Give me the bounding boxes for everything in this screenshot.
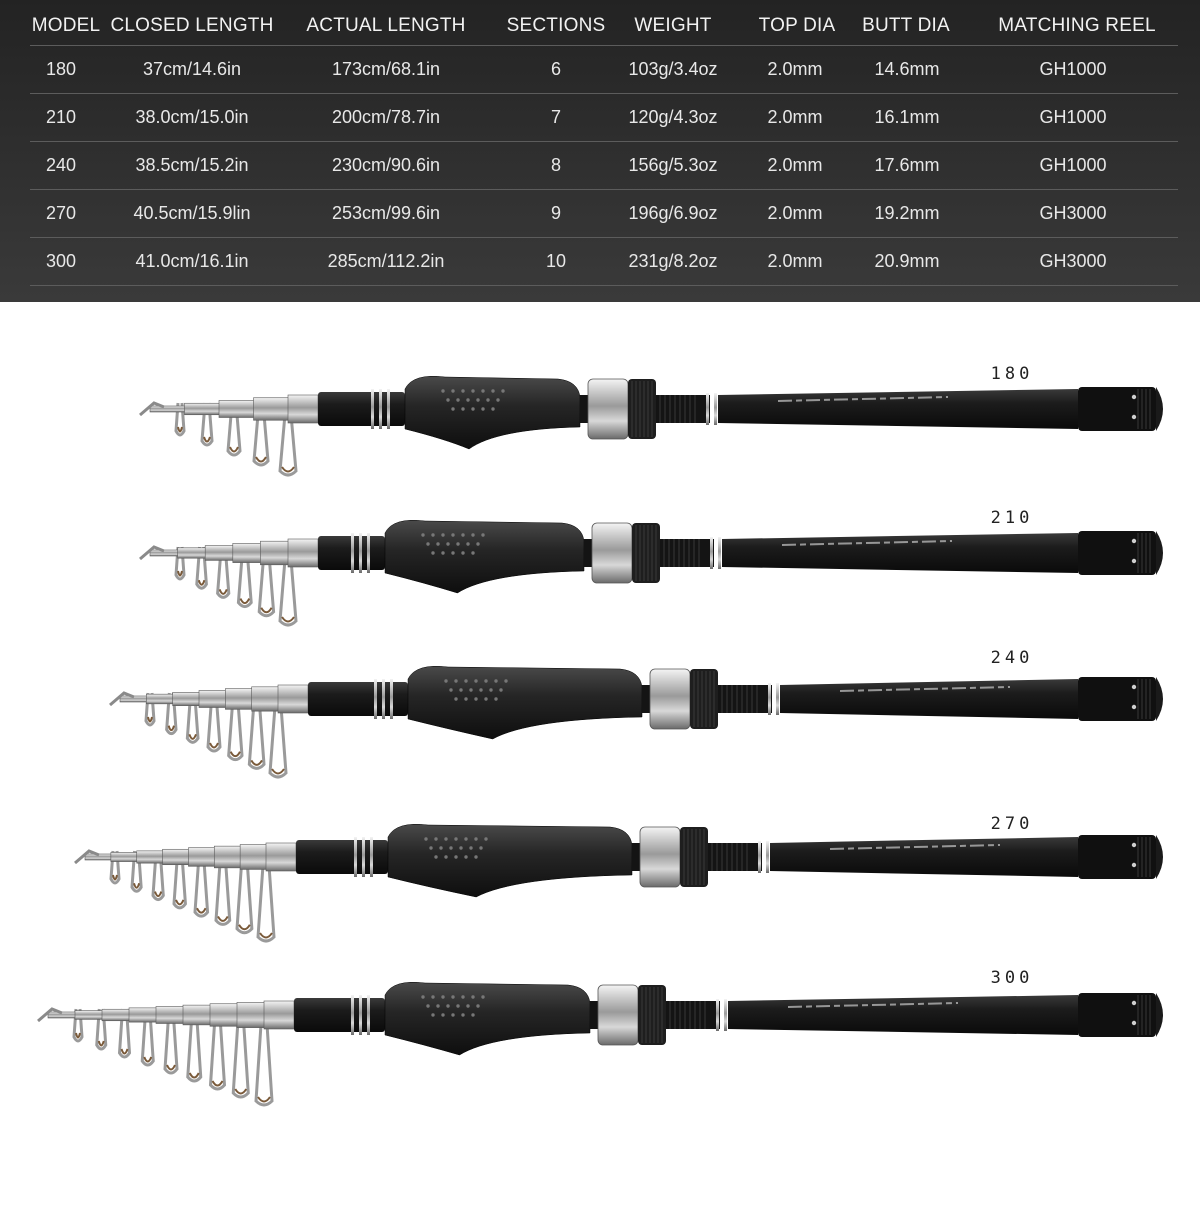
grip-dot <box>474 679 477 682</box>
butt-grip <box>1078 993 1156 1037</box>
reel-seat-hood <box>592 523 632 583</box>
cell-model: 180 <box>45 59 77 79</box>
cell-top-dia: 2.0mm <box>767 59 823 79</box>
grip-dot <box>449 846 452 849</box>
cell-butt-dia: 19.2mm <box>874 203 940 223</box>
column-header-closed-length: CLOSED LENGTH <box>110 15 274 36</box>
grip-dot <box>454 697 457 700</box>
rear-blank <box>718 389 1078 429</box>
cell-top-dia: 2.0mm <box>767 155 823 175</box>
butt-grip <box>1078 677 1156 721</box>
grip-dot <box>451 533 454 536</box>
column-header-top-dia: TOP DIA <box>758 15 836 36</box>
guide-ring <box>134 883 139 888</box>
cell-sections: 7 <box>550 107 562 127</box>
grip-dot <box>454 679 457 682</box>
grip-dot <box>471 1013 474 1016</box>
trim-ring <box>382 679 385 719</box>
grip-dot <box>444 855 447 858</box>
guide-ring <box>167 1065 175 1070</box>
grip-dot <box>471 533 474 536</box>
cell-model: 210 <box>45 107 77 127</box>
grip <box>385 520 584 593</box>
grip-dot <box>434 837 437 840</box>
grip-dot <box>481 389 484 392</box>
grip-dot <box>481 407 484 410</box>
grip-dot <box>464 855 467 858</box>
grip-dot <box>496 398 499 401</box>
cell-top-dia: 2.0mm <box>767 251 823 271</box>
trim-ring <box>716 999 719 1031</box>
grip-dot <box>504 679 507 682</box>
grip-dot <box>466 1004 469 1007</box>
butt-screw <box>1132 415 1136 419</box>
trim-ring <box>354 837 357 877</box>
cell-closed-length: 41.0cm/16.1in <box>135 251 249 271</box>
guide-ring <box>258 1097 270 1102</box>
rod-240 <box>110 666 1163 777</box>
cell-matching-reel: GH3000 <box>1039 251 1107 271</box>
row-divider <box>30 45 1178 46</box>
grip-dot <box>501 389 504 392</box>
grip-dot <box>464 679 467 682</box>
grip-dot <box>489 688 492 691</box>
butt-screw <box>1132 843 1136 847</box>
trim-ring <box>706 393 709 425</box>
trim-ring <box>714 393 717 425</box>
grip-dot <box>476 1004 479 1007</box>
guide-ring <box>148 717 152 722</box>
grip-dot <box>494 697 497 700</box>
grip-dot <box>431 533 434 536</box>
grip-dot <box>444 679 447 682</box>
cell-model: 270 <box>45 203 77 223</box>
rear-blank <box>780 679 1078 719</box>
butt-cap <box>1156 835 1163 879</box>
trim-ring <box>367 533 370 573</box>
rod-model-label: 270 <box>990 814 1034 834</box>
grip-dot <box>441 551 444 554</box>
guide-ring <box>251 760 262 765</box>
cell-matching-reel: GH3000 <box>1039 203 1107 223</box>
trim-ring <box>758 841 761 873</box>
cell-closed-length: 40.5cm/15.9lin <box>133 203 251 223</box>
cell-weight: 196g/6.9oz <box>628 203 718 223</box>
guide-ring <box>260 933 272 938</box>
grip-dot <box>431 995 434 998</box>
grip-dot <box>429 846 432 849</box>
grip-dot <box>451 1013 454 1016</box>
cell-weight: 103g/3.4oz <box>628 59 718 79</box>
cell-sections: 10 <box>545 251 567 271</box>
rod-section <box>264 1001 294 1029</box>
grip-dot <box>461 389 464 392</box>
cell-actual-length: 285cm/112.2in <box>327 251 445 271</box>
rod-section <box>266 843 296 871</box>
guide-ring <box>197 908 206 913</box>
cell-actual-length: 253cm/99.6in <box>331 203 441 223</box>
grip <box>388 824 632 897</box>
butt-screw <box>1132 685 1136 689</box>
trim-ring <box>724 999 727 1031</box>
grip-dot <box>461 407 464 410</box>
row-divider <box>30 141 1178 142</box>
guide-ring <box>178 427 182 432</box>
grip-dot <box>436 542 439 545</box>
grip-dot <box>459 846 462 849</box>
guide-ring <box>272 769 284 774</box>
grip-dot <box>484 697 487 700</box>
row-divider <box>30 285 1178 286</box>
fore-blank <box>296 840 388 874</box>
grip-dot <box>446 398 449 401</box>
grip-dot <box>441 995 444 998</box>
grip-dot <box>456 1004 459 1007</box>
column-header-actual-length: ACTUAL LENGTH <box>306 15 466 36</box>
cell-actual-length: 230cm/90.6in <box>331 155 441 175</box>
grip-dot <box>461 533 464 536</box>
trim-ring <box>359 533 362 573</box>
grip-dot <box>439 846 442 849</box>
cell-butt-dia: 14.6mm <box>874 59 940 79</box>
butt-grip <box>1078 835 1156 879</box>
guide-ring <box>99 1041 104 1046</box>
row-divider <box>30 93 1178 94</box>
guide-ring <box>218 916 228 921</box>
grip-dot <box>479 846 482 849</box>
guide-ring <box>230 447 238 452</box>
guide-ring <box>210 743 218 748</box>
reel-seat-hood <box>588 379 628 439</box>
butt-cap <box>1156 993 1163 1037</box>
cell-weight: 231g/8.2oz <box>628 251 718 271</box>
cell-sections: 8 <box>550 155 562 175</box>
grip-dot <box>461 551 464 554</box>
rod-section <box>288 539 318 567</box>
rod-300 <box>38 982 1163 1105</box>
grip-dot <box>459 688 462 691</box>
cell-weight: 120g/4.3oz <box>628 107 718 127</box>
reel-seat-hood <box>650 669 690 729</box>
guide-ring <box>204 437 210 442</box>
grip-dot <box>471 389 474 392</box>
grip-dot <box>454 855 457 858</box>
guide-ring <box>176 900 183 905</box>
trim-ring <box>362 837 365 877</box>
butt-cap <box>1156 387 1163 431</box>
grip-dot <box>461 1013 464 1016</box>
cell-top-dia: 2.0mm <box>767 107 823 127</box>
trim-ring <box>718 537 721 569</box>
butt-screw <box>1132 1001 1136 1005</box>
guide-ring <box>213 1081 223 1086</box>
butt-cap <box>1156 677 1163 721</box>
guide-ring <box>240 599 249 604</box>
cell-matching-reel: GH1000 <box>1039 59 1107 79</box>
butt-cap <box>1156 531 1163 575</box>
cell-model: 240 <box>45 155 77 175</box>
rod-270 <box>75 824 1163 941</box>
grip-dot <box>454 837 457 840</box>
grip-dot <box>436 1004 439 1007</box>
guide-ring <box>169 726 174 731</box>
grip-dot <box>441 389 444 392</box>
column-header-matching-reel: MATCHING REEL <box>998 15 1156 36</box>
trim-ring <box>710 537 713 569</box>
cell-actual-length: 173cm/68.1in <box>331 59 441 79</box>
butt-screw <box>1132 1021 1136 1025</box>
cell-closed-length: 38.0cm/15.0in <box>135 107 249 127</box>
guide-ring <box>220 589 227 594</box>
grip-dot <box>499 688 502 691</box>
guide-ring <box>76 1033 80 1038</box>
reel-seat-hood <box>598 985 638 1045</box>
cell-model: 300 <box>45 251 77 271</box>
guide-ring <box>178 571 182 576</box>
fore-blank <box>318 392 405 426</box>
column-header-model: MODEL <box>31 15 101 36</box>
cell-matching-reel: GH1000 <box>1039 155 1107 175</box>
rod-model-label: 210 <box>990 508 1034 528</box>
rod-section <box>278 685 308 713</box>
guide-ring <box>282 467 294 472</box>
rod-model-label: 240 <box>990 648 1034 668</box>
grip-dot <box>491 407 494 410</box>
rear-blank <box>728 995 1078 1035</box>
trim-ring <box>390 679 393 719</box>
cell-butt-dia: 20.9mm <box>874 251 940 271</box>
grip-dot <box>481 533 484 536</box>
grip-dot <box>466 542 469 545</box>
trim-ring <box>374 679 377 719</box>
grip <box>408 666 642 739</box>
guide-ring <box>256 457 266 462</box>
cell-sections: 9 <box>550 203 562 223</box>
guide-ring <box>239 925 250 930</box>
butt-screw <box>1132 559 1136 563</box>
trim-ring <box>351 533 354 573</box>
guide-ring <box>282 617 294 622</box>
butt-screw <box>1132 395 1136 399</box>
grip-dot <box>476 542 479 545</box>
grip-dot <box>431 1013 434 1016</box>
trim-ring <box>367 995 370 1035</box>
trim-ring <box>359 995 362 1035</box>
cell-sections: 6 <box>550 59 562 79</box>
cell-matching-reel: GH1000 <box>1039 107 1107 127</box>
guide-ring <box>190 1073 199 1078</box>
rear-blank <box>722 533 1078 573</box>
grip-dot <box>491 389 494 392</box>
butt-screw <box>1132 863 1136 867</box>
grip-dot <box>479 688 482 691</box>
column-header-butt-dia: BUTT DIA <box>862 15 950 36</box>
row-divider <box>30 189 1178 190</box>
rods-drawing <box>0 302 1200 1200</box>
grip-dot <box>456 542 459 545</box>
guide-ring <box>199 580 205 585</box>
grip-dot <box>434 855 437 858</box>
butt-screw <box>1132 539 1136 543</box>
guide-ring <box>189 734 196 739</box>
grip-dot <box>464 697 467 700</box>
grip-dot <box>441 1013 444 1016</box>
grip-dot <box>469 846 472 849</box>
grip-dot <box>476 398 479 401</box>
cell-weight: 156g/5.3oz <box>628 155 718 175</box>
fore-blank <box>294 998 385 1032</box>
grip-dot <box>461 995 464 998</box>
grip-dot <box>451 995 454 998</box>
grip-dot <box>466 398 469 401</box>
grip-dot <box>421 995 424 998</box>
grip-dot <box>481 995 484 998</box>
cell-closed-length: 38.5cm/15.2in <box>135 155 249 175</box>
trim-ring <box>776 683 779 715</box>
column-header-sections: SECTIONS <box>506 15 606 36</box>
guide-ring <box>144 1057 151 1062</box>
grip-dot <box>471 995 474 998</box>
butt-grip <box>1078 387 1156 431</box>
rod-illustrations <box>0 302 1200 1200</box>
grip-dot <box>451 389 454 392</box>
cell-butt-dia: 17.6mm <box>874 155 940 175</box>
grip-dot <box>446 1004 449 1007</box>
rod-model-label: 300 <box>990 968 1034 988</box>
grip-dot <box>464 837 467 840</box>
trim-ring <box>370 837 373 877</box>
rod-section <box>288 395 318 423</box>
rear-blank <box>770 837 1078 877</box>
trim-ring <box>371 389 374 429</box>
grip-dot <box>474 855 477 858</box>
cell-butt-dia: 16.1mm <box>874 107 940 127</box>
grip <box>405 376 580 449</box>
cell-closed-length: 37cm/14.6in <box>142 59 242 79</box>
grip-dot <box>441 533 444 536</box>
grip-dot <box>484 837 487 840</box>
grip-dot <box>474 837 477 840</box>
grip-dot <box>446 542 449 545</box>
grip-dot <box>451 407 454 410</box>
trim-ring <box>766 841 769 873</box>
grip-dot <box>456 398 459 401</box>
butt-grip <box>1078 531 1156 575</box>
column-header-weight: WEIGHT <box>634 15 712 36</box>
trim-ring <box>768 683 771 715</box>
butt-screw <box>1132 705 1136 709</box>
trim-ring <box>379 389 382 429</box>
grip-dot <box>484 679 487 682</box>
grip-dot <box>431 551 434 554</box>
cell-top-dia: 2.0mm <box>767 203 823 223</box>
guide-ring <box>231 752 240 757</box>
guide-ring <box>113 875 117 880</box>
guide-ring <box>122 1049 128 1054</box>
grip-dot <box>451 551 454 554</box>
grip-dot <box>449 688 452 691</box>
spec-table <box>0 0 1200 302</box>
rod-180 <box>140 376 1163 475</box>
grip-dot <box>471 551 474 554</box>
grip-dot <box>444 837 447 840</box>
grip-dot <box>474 697 477 700</box>
guide-ring <box>261 608 271 613</box>
grip-dot <box>494 679 497 682</box>
rod-210 <box>140 520 1163 625</box>
reel-seat-hood <box>640 827 680 887</box>
grip-dot <box>421 533 424 536</box>
grip-dot <box>486 398 489 401</box>
cell-actual-length: 200cm/78.7in <box>331 107 441 127</box>
grip-dot <box>424 837 427 840</box>
guide-ring <box>155 892 161 897</box>
guide-ring <box>235 1089 246 1094</box>
grip-dot <box>426 542 429 545</box>
grip-dot <box>426 1004 429 1007</box>
grip-dot <box>471 407 474 410</box>
trim-ring <box>351 995 354 1035</box>
grip-dot <box>469 688 472 691</box>
rod-model-label: 180 <box>990 364 1034 384</box>
row-divider <box>30 237 1178 238</box>
grip <box>385 982 590 1055</box>
trim-ring <box>387 389 390 429</box>
